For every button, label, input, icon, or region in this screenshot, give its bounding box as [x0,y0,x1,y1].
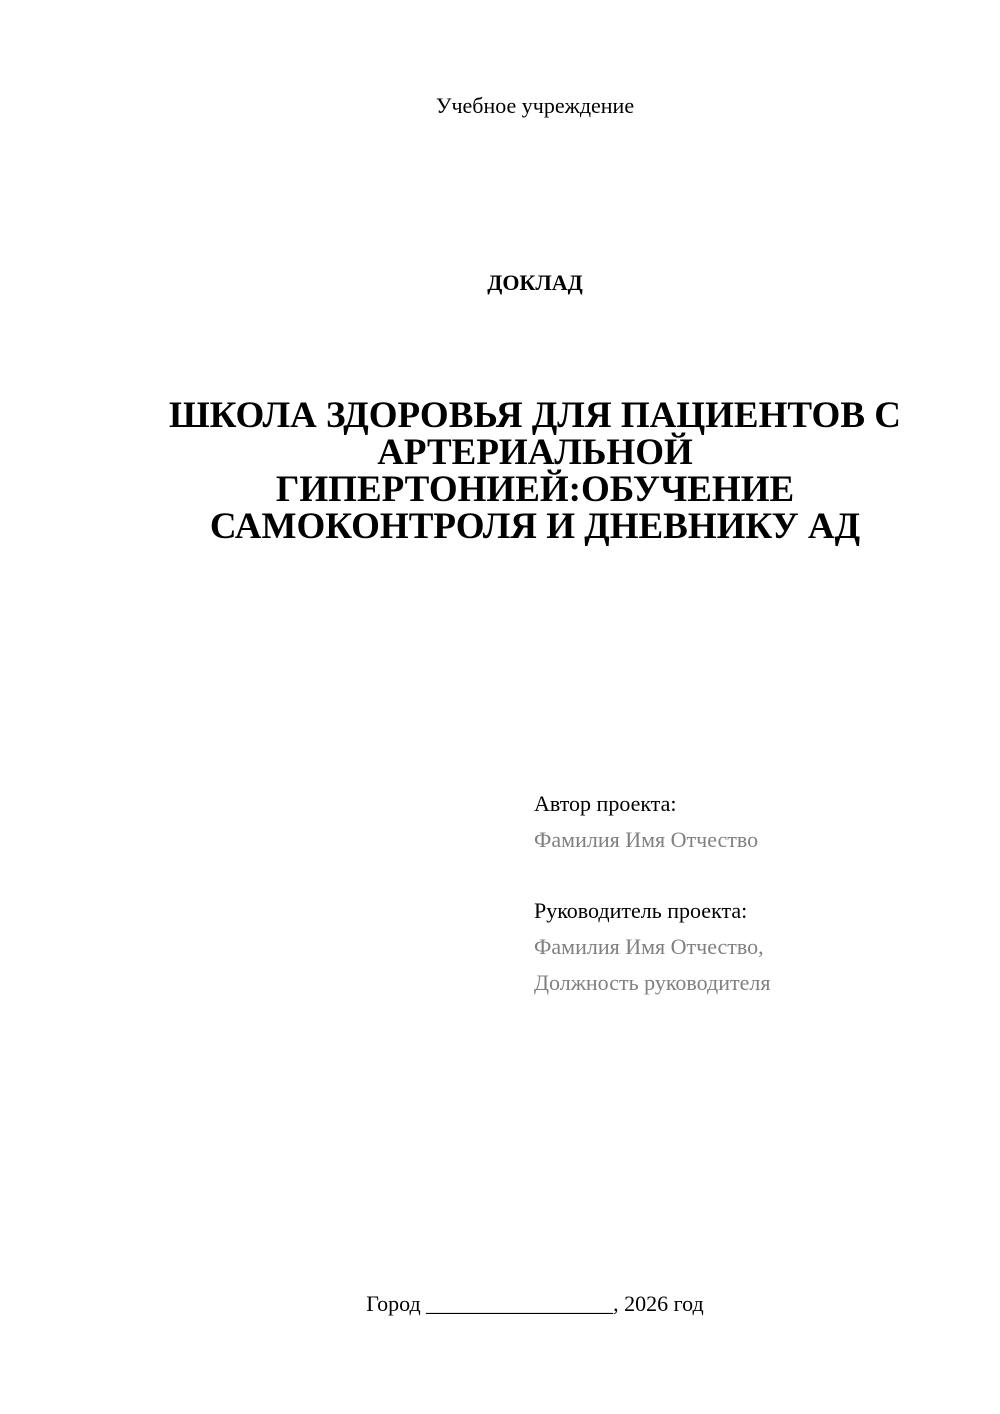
author-block [534,786,974,858]
author-name: Фамилия Имя Отчество [534,827,759,852]
report-title [150,397,920,545]
document-type: ДОКЛАД [487,270,583,295]
city-year-footer: Город _________________, 2026 год [366,1291,704,1316]
supervisor-name: Фамилия Имя Отчество, [534,934,764,959]
supervisor-label: Руководитель проекта: [534,898,748,923]
supervisor-position: Должность руководителя [534,970,771,995]
author-label: Автор проекта: [534,791,677,816]
report-title-line: САМОКОНТРОЛЯ И ДНЕВНИКУ АД [209,506,861,547]
supervisor-block [534,893,974,1001]
institution-name: Учебное учреждение [435,93,635,118]
report-title-line: ГИПЕРТОНИЕЙ:ОБУЧЕНИЕ [275,469,795,510]
report-title-line: ШКОЛА ЗДОРОВЬЯ ДЛЯ ПАЦИЕНТОВ С [169,395,901,436]
report-title-line: АРТЕРИАЛЬНОЙ [377,432,693,473]
